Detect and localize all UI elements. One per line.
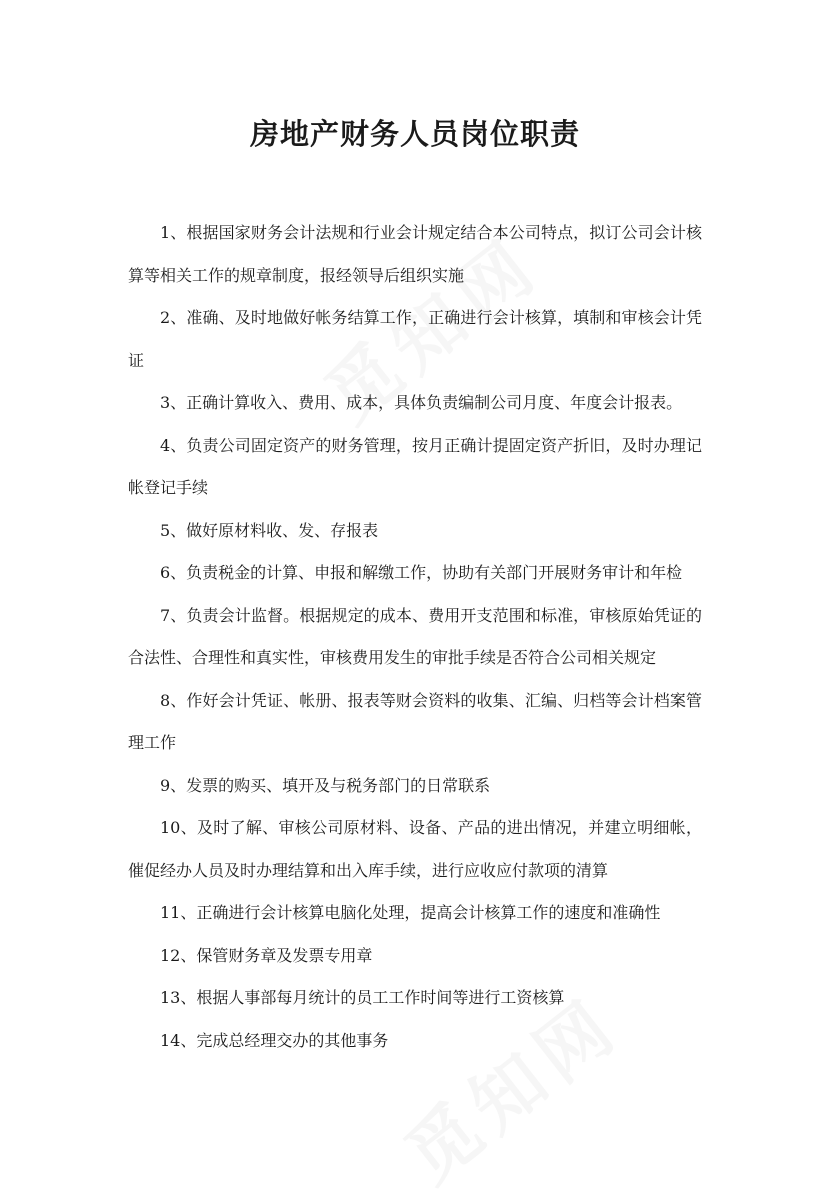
duty-item-8: 8、作好会计凭证、帐册、报表等财会资料的收集、汇编、归档等会计档案管理工作 — [128, 690, 702, 752]
duty-item-1: 1、根据国家财务会计法规和行业会计规定结合本公司特点，拟订公司会计核算等相关工作的规章制度，报经领导后组织实施 — [128, 223, 702, 285]
duty-item-12: 12、保管财务章及发票专用章 — [160, 945, 373, 965]
duty-item-6: 6、负责税金的计算、申报和解缴工作，协助有关部门开展财务审计和年检 — [160, 563, 683, 582]
duty-item-3: 3、正确计算收入、费用、成本，具体负责编制公司月度、年度会计报表。 — [160, 393, 683, 412]
duty-item-14: 14、完成总经理交办的其他事务 — [160, 1030, 389, 1050]
duty-item-5: 5、做好原材料收、发、存报表 — [160, 520, 379, 540]
duty-item-7: 7、负责会计监督。根据规定的成本、费用开支范围和标准，审核原始凭证的合法性、合理性和真实性，审核费用发生的审批手续是否符合公司相关规定 — [128, 605, 702, 667]
duty-item-13: 13、根据人事部每月统计的员工工作时间等进行工资核算 — [160, 988, 565, 1007]
duty-item-9: 9、发票的购买、填开及与税务部门的日常联系 — [160, 775, 491, 795]
duty-item-10: 10、及时了解、审核公司原材料、设备、产品的进出情况，并建立明细帐，催促经办人员及时办理结算和出入库手续，进行应收应付款项的清算 — [128, 818, 702, 880]
duty-list — [128, 212, 702, 1062]
duty-item-4: 4、负责公司固定资产的财务管理，按月正确计提固定资产折旧，及时办理记帐登记手续 — [128, 435, 702, 497]
duty-item-11: 11、正确进行会计核算电脑化处理，提高会计核算工作的速度和准确性 — [160, 903, 661, 922]
duty-item-2: 2、准确、及时地做好帐务结算工作，正确进行会计核算，填制和审核会计凭证 — [128, 308, 702, 370]
page-title: 房地产财务人员岗位职责 — [249, 117, 580, 151]
